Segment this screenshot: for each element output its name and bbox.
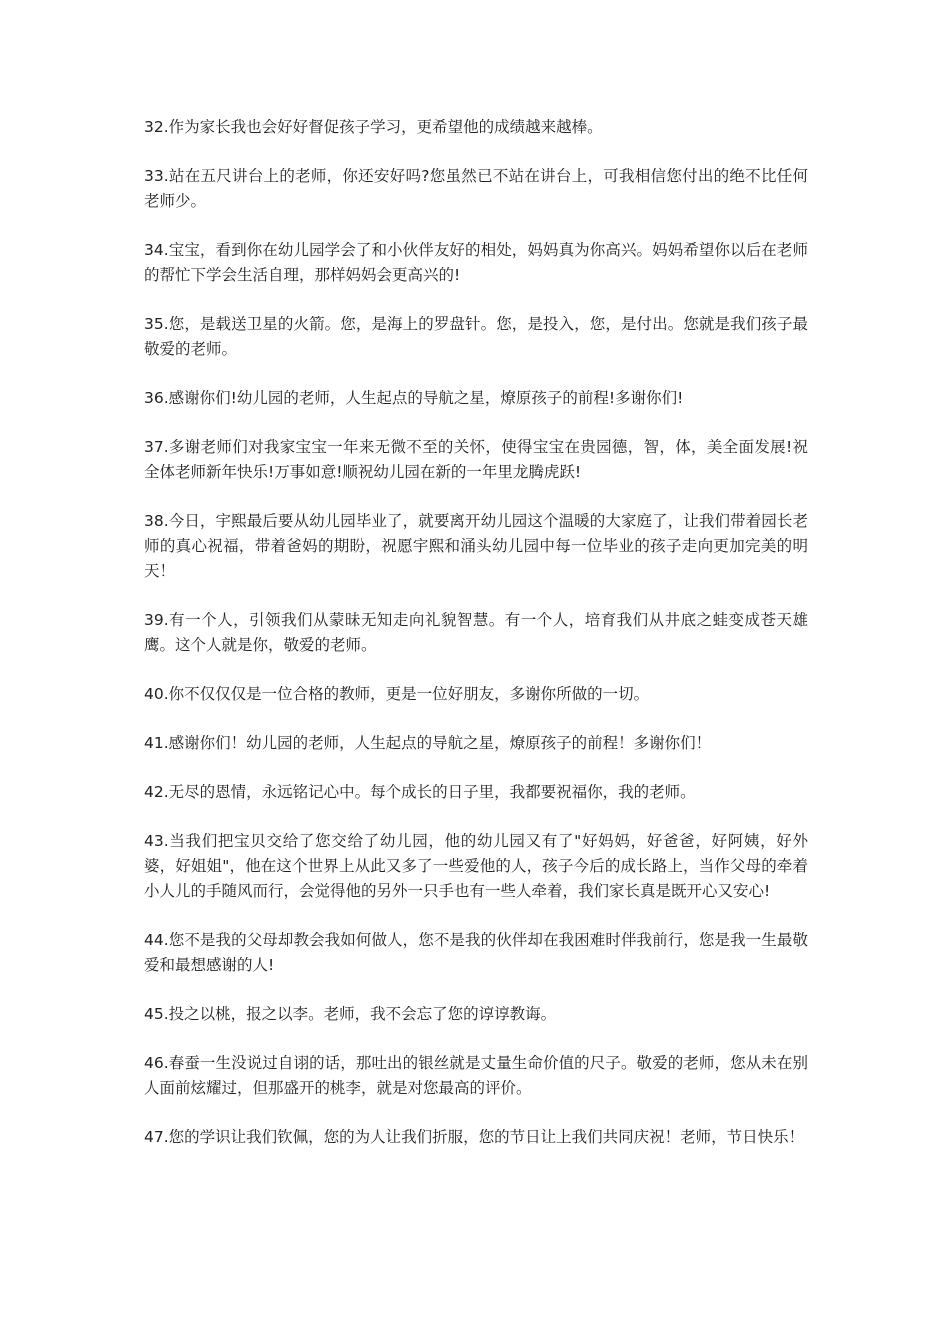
paragraph-33: 33.站在五尺讲台上的老师，你还安好吗?您虽然已不站在讲台上，可我相信您付出的绝不比任何老师少。 [144,167,808,210]
paragraph-37: 37.多谢老师们对我家宝宝一年来无微不至的关怀，使得宝宝在贵园德，智，体，美全面发展!祝全体老师新年快乐!万事如意!顺祝幼儿园在新的一年里龙腾虎跃! [144,438,808,481]
paragraph-46: 46.春蚕一生没说过自诩的话，那吐出的银丝就是丈量生命价值的尺子。敬爱的老师，您从未在别人面前炫耀过，但那盛开的桃李，就是对您最高的评价。 [144,1054,808,1097]
paragraph-36: 36.感谢你们!幼儿园的老师，人生起点的导航之星，燎原孩子的前程!多谢你们! [144,389,684,407]
paragraph-41: 41.感谢你们！幼儿园的老师，人生起点的导航之星，燎原孩子的前程！多谢你们！ [144,734,712,752]
paragraph-35: 35.您，是载送卫星的火箭。您，是海上的罗盘针。您，是投入，您，是付出。您就是我们孩子最敬爱的老师。 [144,315,808,358]
paragraph-43: 43.当我们把宝贝交给了您交给了幼儿园，他的幼儿园又有了"好妈妈，好爸爸，好阿姨，好外婆，好姐姐"，他在这个世界上从此又多了一些爱他的人，孩子今后的成长路上，当作父母的牵着小人儿的手随风而行，会觉得他的另外一只手也有一些人牵着，我们家长真是既开心又安心! [144,832,808,900]
paragraph-39: 39.有一个人，引领我们从蒙昧无知走向礼貌智慧。有一个人，培育我们从井底之蛙变成苍天雄鹰。这个人就是你，敬爱的老师。 [144,611,808,654]
paragraph-45: 45.投之以桃，报之以李。老师，我不会忘了您的谆谆教诲。 [144,1005,557,1023]
paragraph-47: 47.您的学识让我们钦佩，您的为人让我们折服，您的节日让上我们共同庆祝！老师，节日快乐！ [144,1128,805,1146]
paragraph-38: 38.今日，宇熙最后要从幼儿园毕业了，就要离开幼儿园这个温暖的大家庭了，让我们带着园长老师的真心祝福，带着爸妈的期盼，祝愿宇熙和涌头幼儿园中每一位毕业的孩子走向更加完美的明天！ [144,512,808,580]
paragraph-32: 32.作为家长我也会好好督促孩子学习，更希望他的成绩越来越棒。 [144,118,603,136]
paragraph-44: 44.您不是我的父母却教会我如何做人，您不是我的伙伴却在我困难时伴我前行，您是我一生最敬爱和最想感谢的人! [144,931,808,974]
paragraph-34: 34.宝宝，看到你在幼儿园学会了和小伙伴友好的相处，妈妈真为你高兴。妈妈希望你以后在老师的帮忙下学会生活自理，那样妈妈会更高兴的! [144,241,808,284]
document-body [144,115,808,1174]
paragraph-40: 40.你不仅仅仅是一位合格的教师，更是一位好朋友，多谢你所做的一切。 [144,685,650,703]
paragraph-42: 42.无尽的恩情，永远铭记心中。每个成长的日子里，我都要祝福你，我的老师。 [144,783,696,801]
